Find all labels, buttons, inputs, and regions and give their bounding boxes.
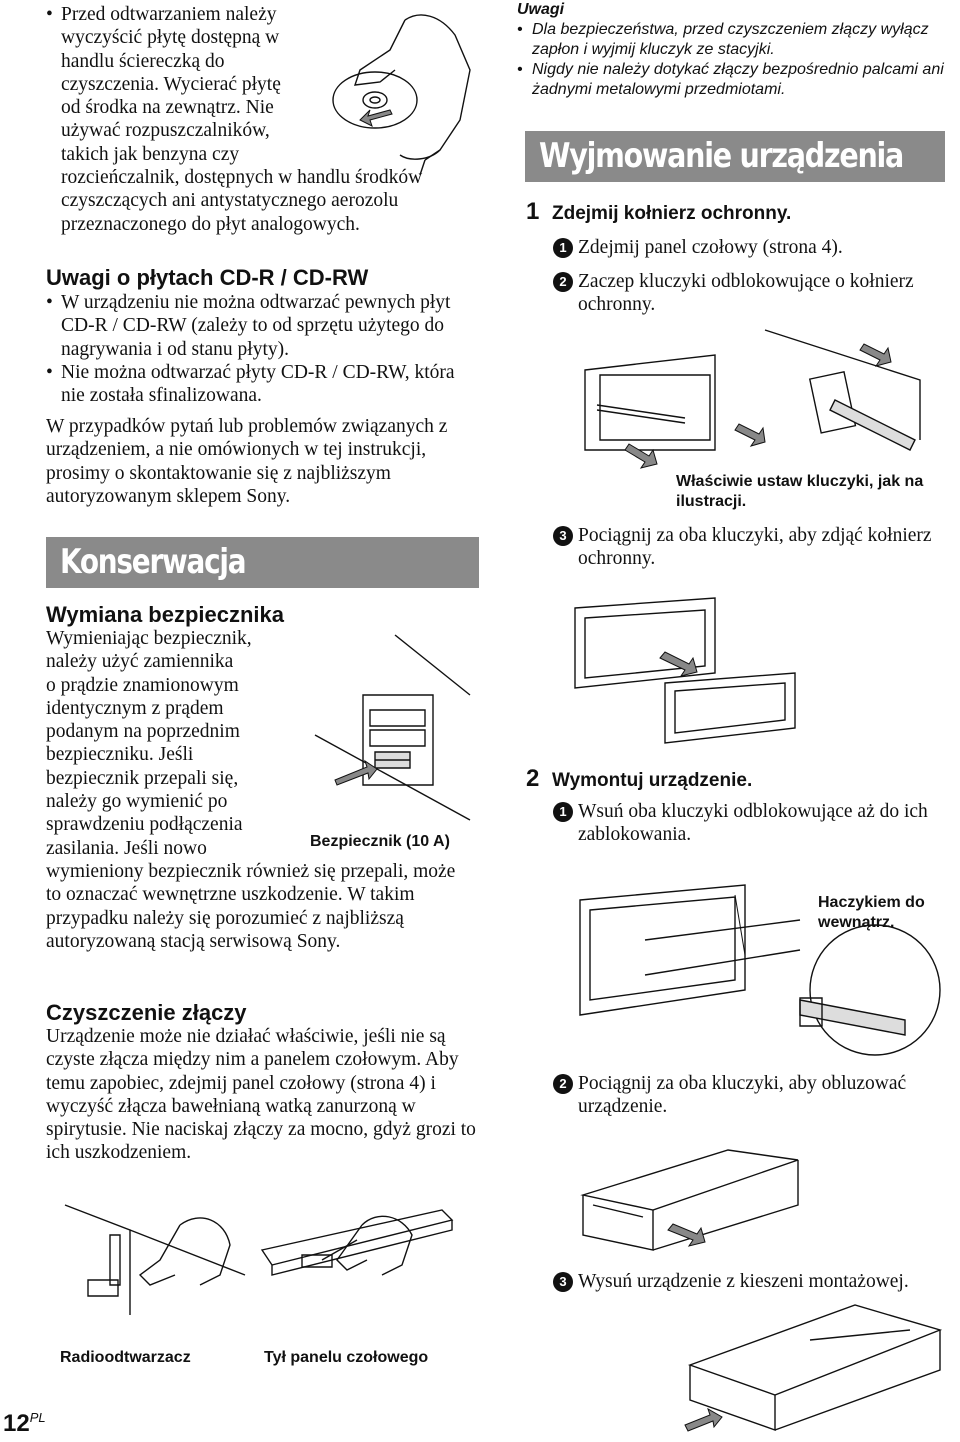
section-title-removal: Wyjmowanie urządzenia xyxy=(539,136,904,176)
step-1-sub-2 xyxy=(553,270,960,317)
section-title-konserwacja: Konserwacja xyxy=(60,542,246,582)
radio-connector-illustration xyxy=(60,1205,250,1330)
step-1 xyxy=(526,198,791,226)
cdr-bullet-1: • W urządzeniu nie można odtwarzać pewnych płyt CD-R / CD-RW (zależy to od sprzętu użytego do nagrywania i od stanu płyty). xyxy=(46,291,466,361)
caption-panel-back: Tył panelu czołowego xyxy=(264,1349,429,1366)
cdr-bullets xyxy=(46,291,466,407)
step-1-number: 1 xyxy=(526,198,540,225)
fuse-line: identycznym z prądem xyxy=(46,697,224,719)
step-2-sub-1 xyxy=(553,800,960,847)
fuse-illustration xyxy=(315,635,475,825)
step-1-sub-3-text: Pociągnij za oba kluczyki, aby zdjąć kołnierz ochronny. xyxy=(578,525,932,570)
remove-frame-illustration xyxy=(575,598,800,748)
section-band-removal xyxy=(525,131,945,182)
cdr-bullet-2: • Nie można odtwarzać płyty CD-R / CD-RW, która nie została sfinalizowana. xyxy=(46,361,466,408)
marker-1: 1 xyxy=(553,802,573,822)
panel-back-connector-illustration xyxy=(262,1205,462,1330)
keys-caption: Właściwie ustaw kluczyki, jak na ilustracji. xyxy=(676,473,924,510)
section-band-konserwacja xyxy=(46,537,479,588)
marker-1: 1 xyxy=(553,238,573,258)
step-1-title: Zdejmij kołnierz ochronny. xyxy=(552,203,792,224)
step-2-sub-2 xyxy=(553,1072,960,1119)
disc-cleaning-illustration xyxy=(320,10,480,180)
fuse-line: bezpieczniku. Jeśli xyxy=(46,744,194,766)
marker-3: 3 xyxy=(553,1272,573,1292)
connector-cleaning-paragraph: Urządzenie może nie działać właściwie, jeśli nie są czyste złącza między nim a panelem czołowym. Aby temu zapobiec, zdejmij panel czołowy (strona 4) i wyczyść złącza bawełnianą watką zanurzoną w spirytusie. Nie naciskaj złączy za mocno, gdyż grozi to ich uszkodzeniem. xyxy=(46,1026,476,1164)
note-1: • Dla bezpieczeństwa, przed czyszczeniem złączy wyłącz zapłon i wyjmij kluczyk ze stacyjki. xyxy=(517,20,947,60)
step-2 xyxy=(526,765,752,793)
step-2-title: Wymontuj urządzenie. xyxy=(552,770,753,791)
page-language: PL xyxy=(29,1410,46,1425)
loosen-unit-illustration xyxy=(578,1135,803,1255)
fuse-label: Bezpiecznik (10 A) xyxy=(310,833,450,850)
fuse-line: Wymieniając bezpiecznik, xyxy=(46,628,252,649)
step-2-sub-1-text: Wsuń oba kluczyki odblokowujące aż do ich zablokowania. xyxy=(578,801,928,846)
step-2-sub-3 xyxy=(553,1270,960,1293)
fuse-line: zasilania. Jeśli nowo xyxy=(46,837,207,859)
marker-2: 2 xyxy=(553,1074,573,1094)
caption-radio: Radioodtwarzacz xyxy=(60,1349,191,1366)
notes-box xyxy=(517,0,947,100)
fuse-line: należy go wymienić po xyxy=(46,791,228,813)
fuse-paragraph-rest: wymieniony bezpiecznik również się przepali, może to oznaczać wewnętrzne uszkodzenie. W takim przypadku należy się porozumieć z najbliższą autoryzowaną stacją serwisową Sony. xyxy=(46,860,456,952)
step-2-sub-3-text: Wysuń urządzenie z kieszeni montażowej. xyxy=(578,1271,909,1292)
hook-caption: Haczykiem do wewnątrz. xyxy=(818,894,925,931)
cdr-heading: Uwagi o płytach CD-R / CD-RW xyxy=(46,265,369,290)
marker-3: 3 xyxy=(553,526,573,546)
page-number-digits: 12 xyxy=(3,1410,30,1437)
fuse-line: o prądzie znamionowym xyxy=(46,674,239,696)
notes-title: Uwagi xyxy=(517,1,565,18)
step-1-sub-2-text: Zaczep kluczyki odblokowujące o kołnierz ochronny. xyxy=(578,271,914,316)
contact-paragraph: W przypadków pytań lub problemów związanych z urządzeniem, a nie omówionych w tej instrukcji, prosimy o skontaktowanie się z najbliższym autoryzowanym sklepem Sony. xyxy=(46,416,448,507)
slide-out-unit-illustration xyxy=(680,1300,950,1435)
fuse-line: bezpiecznik przepali się, xyxy=(46,767,239,789)
fuse-line: należy użyć zamiennika xyxy=(46,651,234,673)
marker-2: 2 xyxy=(553,272,573,292)
fuse-heading: Wymiana bezpiecznika xyxy=(46,602,285,627)
bullet-cleaning: • Przed odtwarzaniem należy wyczyścić płytę dostępną w handlu ściereczką do czyszczenia. Wycierać płytę od środka na zewnątrz. Nie używać rozpuszczalników, takich jak benzyna czy rozcieńczalnik, dostępnych w handlu środków czyszczących ani antystatycznego aerozolu przeznaczonego do płyt analogowych. xyxy=(46,3,464,236)
step-2-sub-2-text: Pociągnij za oba kluczyki, aby obluzować urządzenie. xyxy=(578,1073,907,1118)
connector-cleaning-heading: Czyszczenie złączy xyxy=(46,1000,247,1025)
fuse-line: sprawdzeniu podłączenia xyxy=(46,814,243,836)
notes-list xyxy=(517,20,947,100)
page-number xyxy=(3,1410,46,1438)
fuse-line: podanym na poprzednim xyxy=(46,721,240,743)
note-2: • Nigdy nie należy dotykać złączy bezpośrednio palcami ani żadnymi metalowymi przedmiotami. xyxy=(517,60,947,100)
step-1-sub-1 xyxy=(553,236,960,259)
step-1-sub-3 xyxy=(553,524,958,571)
step-1-sub-1-text: Zdejmij panel czołowy (strona 4). xyxy=(578,237,843,258)
step-2-number: 2 xyxy=(526,765,540,792)
release-keys-hook-illustration xyxy=(575,330,920,470)
